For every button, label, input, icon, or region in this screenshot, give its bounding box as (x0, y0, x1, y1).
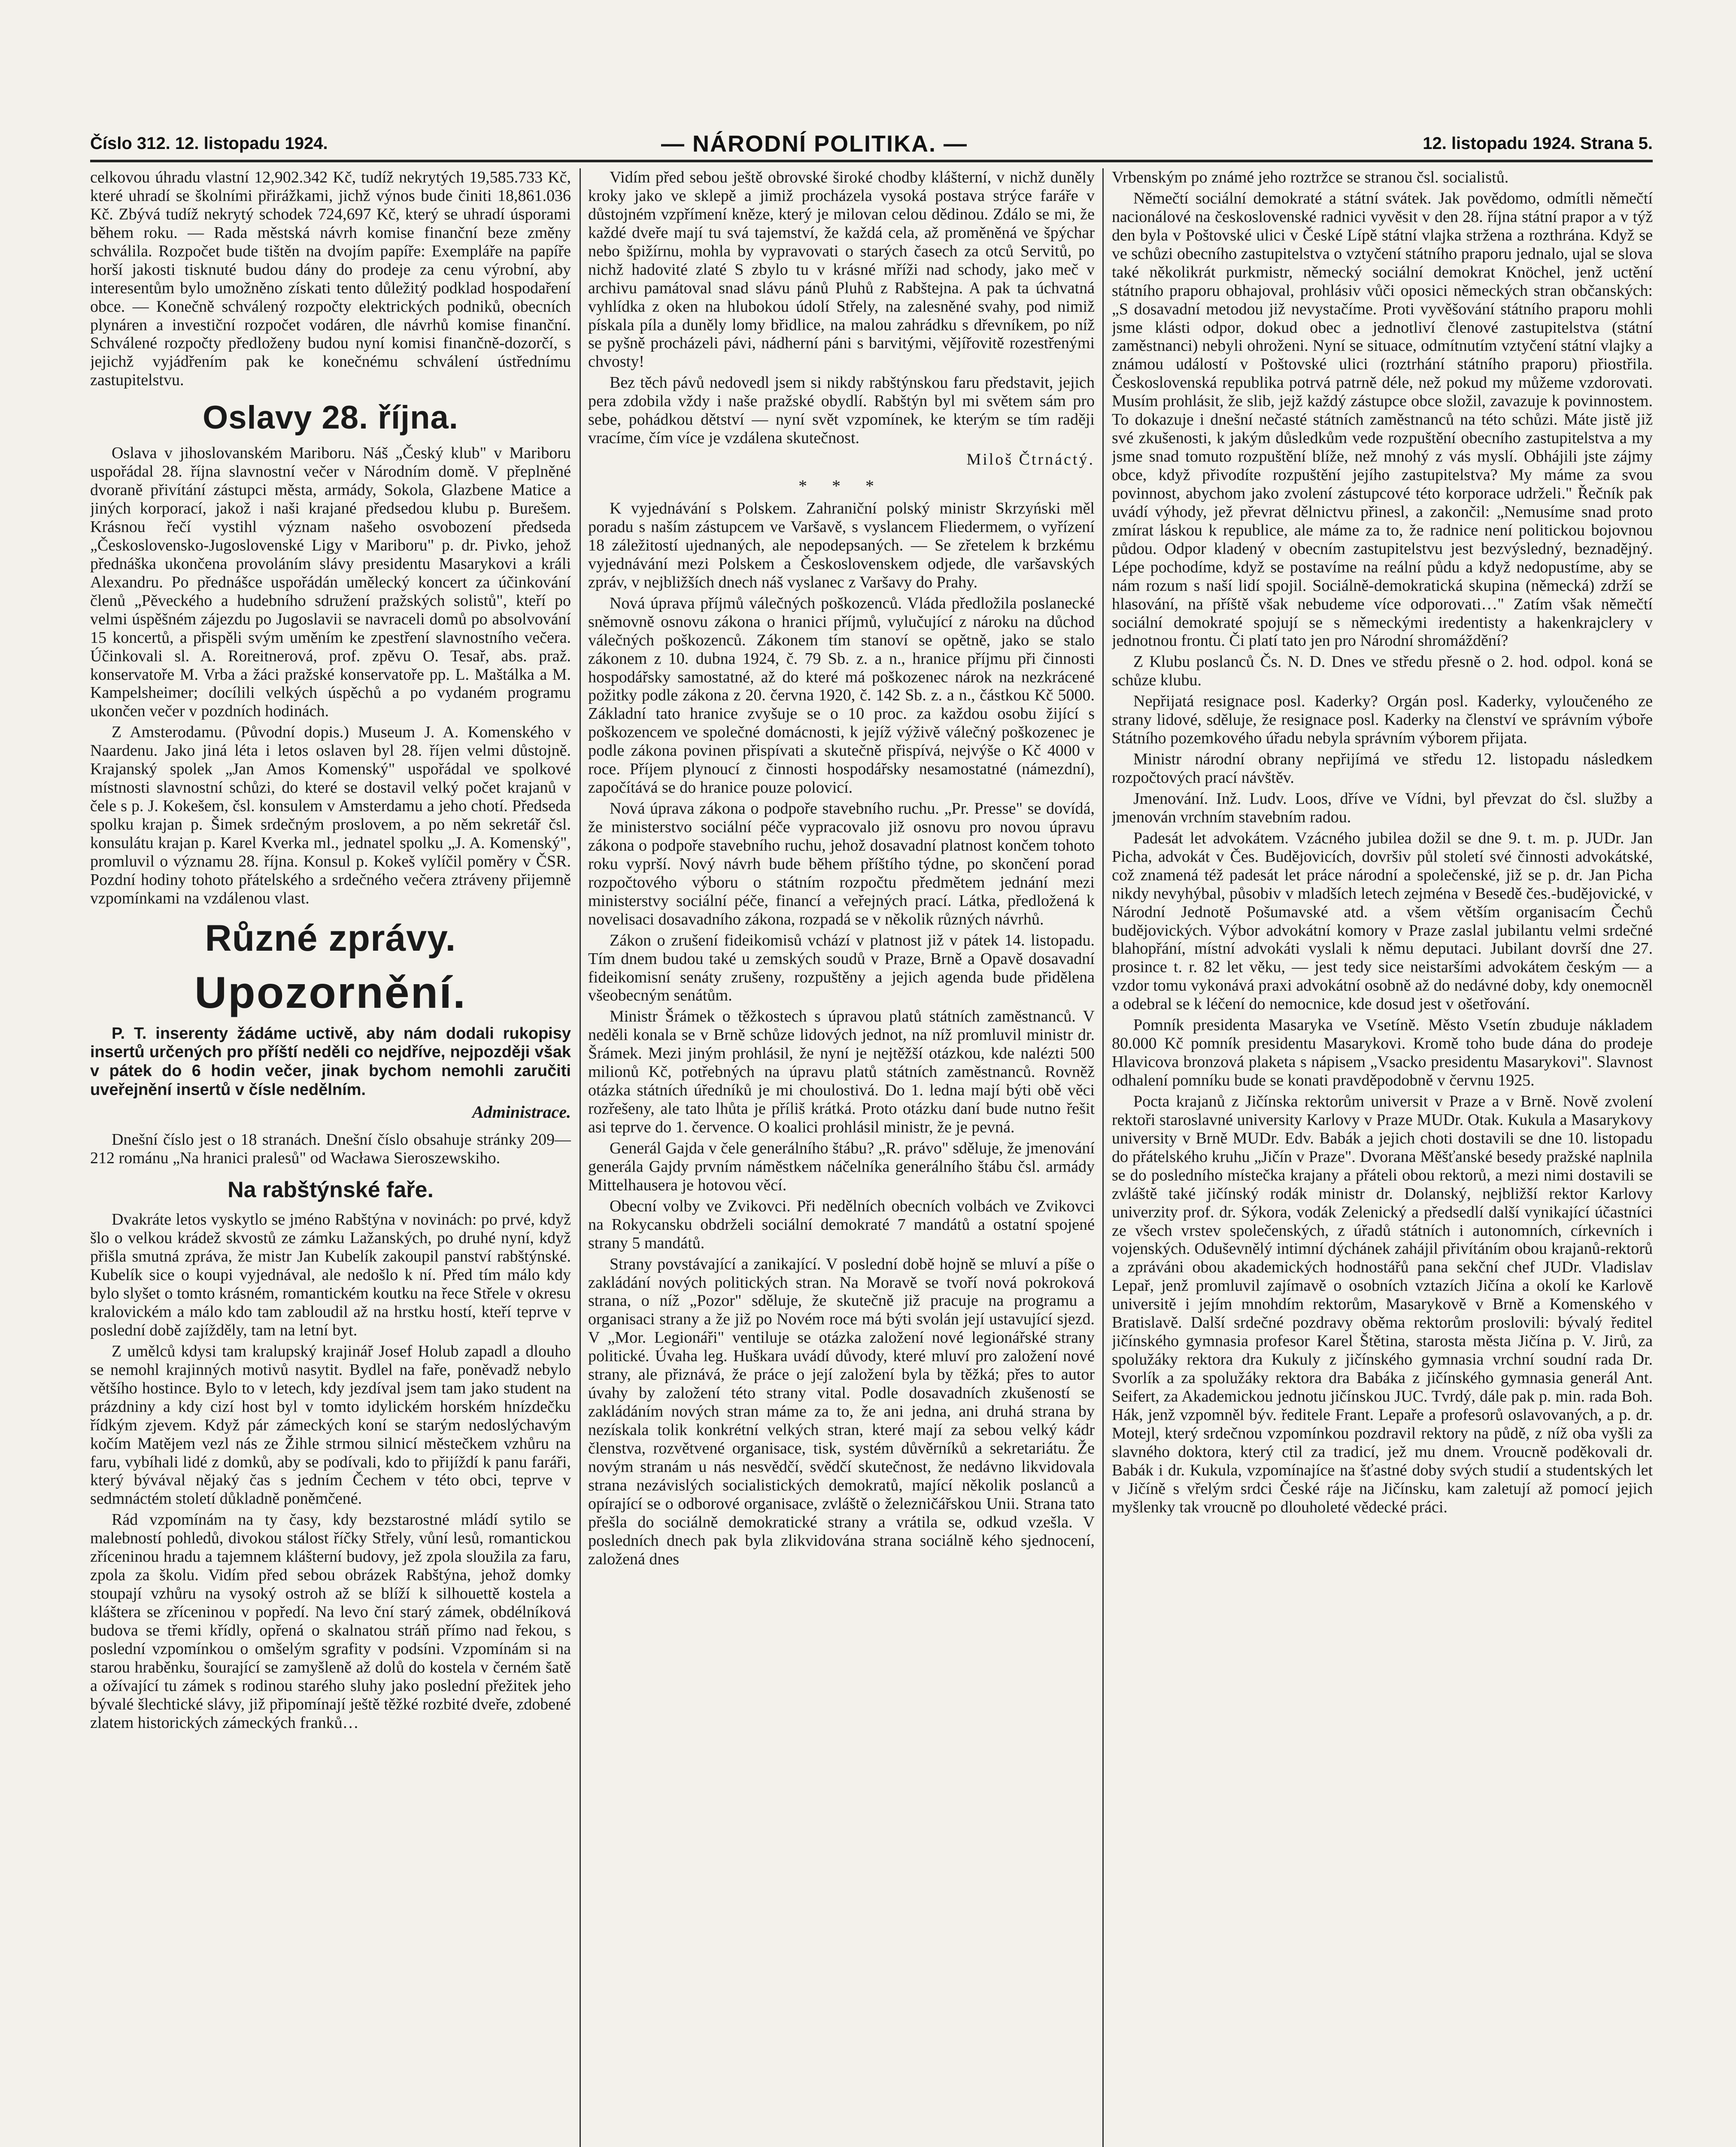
article-text: Obecní volby ve Zvikovci. Při nedělních obecních volbách ve Zvikovci na Rokycansku obdrželi sociální demokraté 7 mandátů a ostatní spojené strany 5 mandátů. (588, 1197, 1095, 1252)
article-text: Zákon o zrušení fideikomisů vchází v platnost již v pátek 14. listopadu. Tím dnem budou také u zemských soudů v Praze, Brně a Opavě dosavadní fideikomisní senáty zrušeny, rozpuštěny a jejich agenda bude přidělena všeobecným senátům. (588, 931, 1095, 1005)
article-text: Z umělců kdysi tam kralupský krajinář Josef Holub zapadl a dlouho se nemohl krajinných motivů nasytit. Bydlel na faře, poněvadž nebylo většího hostince. Bylo to v letech, kdy jezdíval jsem tam jako student na prázdniny a kdy cizí host byl v tomto idylickém horském hnízdečku řídkým zjevem. Když pár zámeckých koní se starým nedoslýchavým kočím Matějem vezl nás ze Žihle strmou silnicí městečkem vzhůru na faru, vybíhali lidé z domků, aby se podívali, kdo to přijíždí k panu faráři, který bývával nějaký čas s jedním Čechem v této obci, teprve v sedmnáctém století důkladně poněmčené. (90, 1342, 571, 1508)
article-text: Vidím před sebou ještě obrovské široké chodby klášterní, v nichž duněly kroky jako ve sklepě a jimiž procházela vysoká postava strýce faráře v důstojném vzpřímení kněze, který je milovan celou dědinou. Zdálo se mi, že každé dveře mají tu svá tajemství, že každá cela, až proměněná ve špýchar nebo špižírnu, mohla by vypravovati o starých časech za otců Servitů, po nichž hadovité zlaté S zbylo tu v krásné mříži nad schody, jako meč v archivu památoval snad slávu pánů Pluhů z Rabštejna. A pak ta úchvatná vyhlídka z oken na hlubokou údolí Střely, na zalesněné svahy, pod nimiž pískala píla a duněly lomy břidlice, na malou zahrádku s dřevníkem, po níž se pyšně procházeli pávi, nádherní páni s barvitými, vějířovitě rozestřenými chvosty! (588, 168, 1095, 371)
article-text: Vrbenským po známé jeho roztržce se stranou čsl. socialistů. (1112, 168, 1509, 186)
column-divider (1102, 168, 1104, 2147)
column-divider (580, 168, 581, 2147)
section-heading: Na rabštýnské faře. (228, 1177, 434, 1203)
section-heading: Různé zprávy. (205, 917, 456, 959)
article-text: Z Klubu poslanců Čs. N. D. Dnes ve středu přesně o 2. hod. odpol. koná se schůze klubu. (1112, 653, 1653, 690)
section-separator: * * * (798, 476, 884, 496)
newspaper-title: — NÁRODNÍ POLITIKA. — (661, 131, 968, 157)
masthead (90, 128, 1653, 158)
article-text: Oslava v jihoslovanském Mariboru. Náš „Český klub" v Mariboru uspořádal 28. října slavnostní večer v Národním domě. V přeplněné dvoraně přivítání zástupci města, armády, Sokola, Glazbene Matice a jiných korporací, jakož i naši krajané předsedou klubu p. Burešem. Krásnou řečí vystihl význam našeho osvobození předseda „Československo-Jugoslovenské Ligy v Mariboru" p. dr. Pivko, jehož přednáška ukončena provoláním slávy presidentu Masarykovi a králi Alexandru. Po přednášce uspořádán umělecký koncert za účinkování členů „Pěveckého a hudebního sdružení pražských solistů", kteří po velmi úspěšném zájezdu po Jugoslavii se navraceli domů po absolvování 15 koncertů, a přispěli svým uměním ke zpestření slavnostního večera. Účinkovali sl. A. Roreitnerová, prof. zpěvu O. Tesař, abs. praž. konservatoře M. Vrba a žáci pražské konservatoře pp. L. Maštálka a M. Kampelsheimer; docílili velkých úspěchů a po vydaném programu ukončen večer v pozdních hodinách. (90, 444, 571, 721)
notice-heading: Upozornění. (194, 967, 467, 1018)
column-2 (588, 168, 1095, 2147)
article-text: celkovou úhradu vlastní 12,902.342 Kč, tudíž nekrytých 19,585.733 Kč, které uhradí se školními přirážkami, jichž výnos bude činiti 18,861.036 Kč. Zbývá tudíž nekrytý schodek 724,697 Kč, který se uhradí úsporami během roku. — Rada městská návrh komise finanční beze změny schválila. Rozpočet bude tištěn na dvojím papíře: Exempláře na papíře horší jakosti tisknuté budou dány do prodeje za cenu výrobní, aby interesentům bylo umožněno získati tento důležitý podklad hospodaření obce. — Konečně schválený rozpočty elektrických podniků, obecních plynáren a investiční rozpočet vodáren, dle návrhů komise finanční. Schválené rozpočty předloženy budou nyní komisi finančně-dozorčí, s jejichž vyjádřením pak ke konečnému schválení ústřednímu zastupitelstvu. (90, 168, 571, 389)
header-rule (90, 160, 1653, 162)
author-signature: Miloš Čtrnáctý. (966, 450, 1095, 469)
column-1 (90, 168, 571, 2147)
column-3 (1112, 168, 1653, 2147)
article-text: Nová úprava zákona o podpoře stavebního ruchu. „Pr. Presse" se dovídá, že ministerstvo sociální péče vypracovalo již osnovu pro novou úpravu zákona o podpoře stavebního ruchu, jehož dosavadní platnost končem tohoto roku vyprší. Nový návrh bude během příštího týdne, po skončení porad rozpočtového výboru o státním rozpočtu předmětem jednání mezi ministerstvy sociální péče, financí a veřejných prací. Látka, předložená k novelisaci dosavadního zákona, rozpadá se v několik různých návrhů. (588, 800, 1095, 928)
article-text: Z Amsterodamu. (Původní dopis.) Museum J. A. Komenského v Naardenu. Jako jiná léta i letos oslaven byl 28. říjen velmi důstojně. Krajanský spolek „Jan Amos Komenský" uspořádal ve spolkové místnosti slavnostní schůzi, do které se dostavil velký počet krajanů v čele s p. J. Kokešem, čsl. konsulem v Amsterdamu a jeho chotí. Předseda spolku krajan p. Šimek srdečným proslovem, a po něm sekretář čsl. konsulátu krajan p. Karel Kverka ml., jednatel spolku „J. A. Komenský", promluvil o významu 28. října. Konsul p. Kokeš vylíčil poměry v ČSR. Pozdní hodiny tohoto přátelského a srdečného večera ztráveny přijemně vzpomínkami na vzdálenou vlast. (90, 723, 571, 907)
article-text: Bez těch pávů nedovedl jsem si nikdy rabštýnskou faru představit, jejich pera zdobila vždy i naše pražské obydlí. Rabštýn byl mi světem sám pro sebe, pohádkou dětství — nyní svět vzpomínek, ke kterým se tím raději vracíme, čím více je vzdálena skutečnost. (588, 374, 1095, 447)
issue-number: Číslo 312. 12. listopadu 1924. (90, 134, 328, 153)
article-text: Pomník presidenta Masaryka ve Vsetíně. Město Vsetín zbuduje nákladem 80.000 Kč pomník presidentu Masarykovi. Kromě toho bude dána do prodeje Hlavicova bronzová plaketa s nápisem „Vsacko presidentu Masarykovi". Slavnost odhalení pomníku bude se konati pravděpodobně v červnu 1925. (1112, 1016, 1653, 1089)
article-text: Pocta krajanů z Jičínska rektorům universit v Praze a v Brně. Nově zvolení rektoři staroslavné university Karlovy v Praze MUDr. Otak. Kukula a Masarykovy university v Brně MUDr. Edv. Babák a jejich choti dostavili se dne 10. listopadu do přátelského kruhu „Jičín v Praze". Dvorana Měšťanské besedy pražské naplnila se do posledního místečka krajany a přáteli obou rektorů, a mezi nimi dostavili se zvláště také jičínský rodák ministr dr. Dolanský, nejbližší rektor Karlovy univerzity prof. dr. Sýkora, vodák Zelenický a předsedlí další vynikající účastníci ze všech vrstev společenských, z úřadů státních i autonomních, církevních i vojenských. Oduševnělý intimní dýchánek zahájil přivítáním obou krajanů-rektorů a zpráváni obou akademických hodnostářů pana sekční chef JUDr. Vladislav Lepař, jenž promluvil zajímavě o osobních vztazích Jičína a okolí ke Karlově universitě i jejím mnohdím rektorům, Masarykově v Brně a Komenského v Bratislavě. Další srdečné pozdravy oběma rektorům proslovili: bývalý ředitel jičínského gymnasia profesor Karel Štětina, starosta města Jičína p. V. Jirů, za spolužáky rektora dra Kukuly z jičínského gymnasia vrchní soudní rada Dr. Svorlík a za spolužáky rektora dra Babáka z jičínského gymnasia generál Ant. Seifert, za Akademickou jednotu jičínskou JUC. Tvrdý, dále pak p. min. rada Boh. Hák, jenž vzpomněl býv. ředitele Frant. Lepaře a profesorů oslavovaných, a p. dr. Motejl, který srdečnou vzpomínkou pozdravil rektory na půdě, z níž oba vyšli za slavného doktora, který ctil za tradicí, jež mu dnem. Vroucně poděkovali dr. Babák i dr. Kukula, vzpomínajíce na šťastné doby svých studií a studentských let v Jičíně s vřelým srdci České ráje na Jičínsku, kam zaletují až pomocí jejich myšlenky tak vroucně po dlouholeté vědecké práci. (1112, 1092, 1653, 1516)
article-text: Jmenování. Inž. Ludv. Loos, dříve ve Vídni, byl převzat do čsl. služby a jmenován vrchním stavebním radou. (1112, 789, 1653, 826)
article-text: Nepřijatá resignace posl. Kaderky? Orgán posl. Kaderky, vyloučeného ze strany lidové, sděluje, že resignace posl. Kaderky na členství ve správním výboře Státního pozemkového úřadu nebyla správním výborem přijata. (1112, 692, 1653, 748)
article-text: Rád vzpomínám na ty časy, kdy bezstarostné mládí sytilo se malebností pohledů, divokou stálost říčky Střely, vůní lesů, romantickou zříceninou hradu a tajemnem klášterní budovy, jež zpola sloužila za faru, zpola za školu. Vidím před sebou obrázek Rabštýna, jehož domky stoupají vzhůru na vysoký ostroh až se blíží k silhouettě kostela a kláštera se zříceninou v popředí. Na levo ční starý zámek, obdélníková budova se třemi křídly, opřená o skalnatou stráň přímo nad řekou, s poslední vzpomínkou o omšelým sgrafity v podsíni. Vzpomínám si na starou hraběnku, šourající se zamyšleně až dolů do kostela v černém šatě a ožívající tu zámek s rodinou starého sluhy jako poslední přežitek jeho bývalé šlechtické slávy, již připomínají ještě těžké rozbité dveře, zdobené zlatem historických zámeckých franků… (90, 1511, 571, 1732)
article-text: Nová úprava příjmů válečných poškozenců. Vláda předložila poslanecké sněmovně osnovu zákona o hranici příjmů, vylučující z nároku na důchod válečných poškozenců. Zákonem tím stanoví se opětně, jako se stalo zákonem z 10. dubna 1924, č. 79 Sb. z. a n., hranice příjmu při činnosti hospodářsky samostatné, až do které má poškozenec nárok na nezkrácené požitky podle zákona z 20. června 1920, č. 142 Sb. z. a n., částkou Kč 5000. Základní tato hranice zvyšuje se o 10 proc. za každou osobu žijící s poškozencem ve společné domácnosti, k jejíž výživě válečný poškozenec je podle zákona povinen přispívati a skutečně přispívá, nejvýše o Kč 4000 v roce. Příjem plynoucí z činnosti hospodářsky nesamostatné (námezdní), započítává se do hranice pouze polovicí. (588, 594, 1095, 797)
date-and-page: 12. listopadu 1924. Strana 5. (1423, 134, 1653, 153)
article-text: Generál Gajda v čele generálního štábu? „R. právo" sděluje, že jmenování generála Gajdy prvním náměstkem náčelníka generálního štábu čsl. armády Mittelhausera je hotovou věcí. (588, 1139, 1095, 1194)
article-text: Strany povstávající a zanikající. V poslední době hojně se mluví a píše o zakládání nových politických stran. Na Moravě se tvoří nová pokroková strana, o níž „Pozor" sděluje, že skutečně již pracuje na programu a organisaci strany a že již po Novém roce má býti svolán její ustavující sjezd. V „Mor. Legionáři" ventiluje se otázka založení nové legionářské strany politické. Úvaha leg. Huškara uvádí důvody, které mluví pro založení nové strany, ale přiznává, že práce o její založení byla by těžká; přes to autor úvahy by založení této strany vital. Podle dosavadních zkušeností se zakládáním nových stran máme za to, že ani jedna, ani druhá strana by nezískala tolik konkrétní velkých stran, které mají za sebou velký kádr členstva, rozvětvené organisace, tisk, systém důvěrníků a sekretariátu. Že novým stranám u nás nesvědčí, svědčí skutečnost, že nedávno likvidovala strana nezávislých socialistických demokratů, mající několik poslanců a opírající se o odborové organisace, zvláště o železničářskou Unii. Strana tato přešla do sociálně demokratické strany a vrátila se, odkud vzešla. V posledních dnech pak byla zlikvidována strana sociálně kého sjednocení, založená dnes (588, 1255, 1095, 1568)
notice-text: P. T. inserenty žádáme uctivě, aby nám dodali rukopisy insertů určených pro příští neděli co nejdříve, nejpozději však v pátek do 6 hodin večer, jinak bychom nemohli zaručiti uveřejnění insertů v čísle nedělním. (90, 1024, 571, 1099)
article-text: Ministr Šrámek o těžkostech s úpravou platů státních zaměstnanců. V neděli konala se v Brně schůze lidových jednot, na níž promluvil ministr dr. Šrámek. Mezi jiným prohlásil, že nyní je nejtěžší otázkou, kde nalézti 500 milionů Kč, potřebných na úpravu platů státních zaměstnanců. Rovněž otázka státních úředníků je mi choulostivá. Do 1. ledna mají býti obě věci rozřešeny, ale tato lhůta je příliš krátká. Proto otázku daní bude nutno řešit asi teprve do 1. července. O koalici prohlásil ministr, že je pevná. (588, 1007, 1095, 1136)
article-text: Němečtí sociální demokraté a státní svátek. Jak povědomo, odmítli němečtí nacionálové na československé radnici vyvěsit v den 28. října státní prapor a v týž den byla v Poštovské ulici v České Lípě státní vlajka stržena a rozthrána. Když se ve schůzi obecního zastupitelstva o vztyčení státního praporu jednalo, ujal se slova také několikrát purkmistr, německý sociální demokrat Knöchel, jenž uctění státního praporu obhajoval, prohlásiv vůči oposici německých stran občanských: „S dosavadní metodou již nevystačíme. Proti vyvěšování státního praporu mohli jsme klásti odpor, dokud obec a jednotliví členové zastupitelstva (státní zaměstnanci) nebyli ohroženi. Nyní se situace, odmítnutím vztyčení státní vlajky a známou událostí v Poštovské ulici (roztrhání státního praporu) přiostřila. Československá republika potrvá patrně déle, než pokud my můžeme vzdorovati. Musím prohlásit, že slib, jejž každý zástupce obce složil, zavazuje k povinnostem. To dokazuje i dnešní nečasté státních zaměstnanců na této schůzi. Máte jistě již své zkušenosti, k jakým důsledkům vede rozpuštění obecního zastupitelstva a my jsme snad tomuto rozpuštění blíže, než mnohý z vás myslí. Obhájili jste zájmy obce, když přivodíte rozpuštění jejího zastupitelstva? My máme za svou povinnost, abychom jako zvolení zástupcové této korporace udrželi." Řečník pak uvádí výhody, jež převrat dělnictvu přinesl, a zakončil: „Nemusíme snad proto zmírat láskou k republice, ale máme za to, že radnice není politickou bojovnou půdou. Odpor kladený v obecním zastupitelstvu jest bezvýsledný, beznadějný. Lépe pochodíme, když se postavíme na reální půdu a když nedopustíme, aby se nám rozum s naší lidí spojil. Sociálně-demokratická skupina (německá) zdrží se hlasování, na příště však nebudeme více odporovati…" Zatím však němečtí sociální demokraté spojují se s německými iredentisty a hakenkrajclery v jednotnou frontu. Či platí tato jen pro Národní shromáždění? (1112, 189, 1653, 650)
section-heading: Oslavy 28. října. (203, 399, 458, 436)
notice-signature: Administrace. (472, 1102, 571, 1122)
article-text: Dnešní číslo jest o 18 stranách. Dnešní číslo obsahuje stránky 209—212 románu „Na hranici pralesů" od Wacława Sieroszewskiho. (90, 1131, 571, 1168)
article-text: Dvakráte letos vyskytlo se jméno Rabštýna v novinách: po prvé, když šlo o velkou krádež skvostů ze zámku Lažanských, po druhé nyní, když přišla smutná zpráva, že mistr Jan Kubelík zakoupil panství rabštýnské. Kubelík sice o koupi vyjednával, ale nedošlo k ní. Před tím málo kdy bylo slyšet o tomto krásném, romantickém koutku na řece Střele v okresu kralovickém a málo kdo tam zabloudil až na hrstku hostí, kteří teprve v poslední době zajížděly, tam na letní byt. (90, 1210, 571, 1339)
article-text: Padesát let advokátem. Vzácného jubilea dožil se dne 9. t. m. p. JUDr. Jan Picha, advokát v Čes. Budějovicích, dovršiv půl století své činnosti advokátské, což znamená též padesát let práce národní a společenské, již se p. dr. Jan Picha nikdy nevyhýbal, působiv v mladších letech zejména v Besedě čes.-budějovické, v Národní Jednotě Pošumavské atd. a všem větším organisacím Čechů budějovických. Výbor advokátní komory v Praze zaslal jubilantu velmi srdečné blahopřání, místní advokáti vyslali k němu deputaci. Jubilant dovrší dne 27. prosince t. r. 82 let věku, — jest tedy sice neistaršími advokátem českým — a vzdor tomu vykonává praxi advokátní osobně až do nedávné doby, kdy onemocněl a odebral se k léčení do nemocnice, kde dosud jest v ošetřování. (1112, 829, 1653, 1013)
article-text: Ministr národní obrany nepřijímá ve středu 12. listopadu následkem rozpočtových prací návštěv. (1112, 750, 1653, 787)
article-text: K vyjednávání s Polskem. Zahraniční polský ministr Skrzyński měl poradu s naším zástupcem ve Varšavě, s vyslancem Fliedermem, o vyřízení 18 záležitostí ujednaných, ale nepodepsaných. — Se zřetelem k brzkému vyjednávání mezi Polskem a Československem odjede, dle varšavských zpráv, v nejbližších dnech náš vyslanec z Varšavy do Prahy. (588, 499, 1095, 591)
